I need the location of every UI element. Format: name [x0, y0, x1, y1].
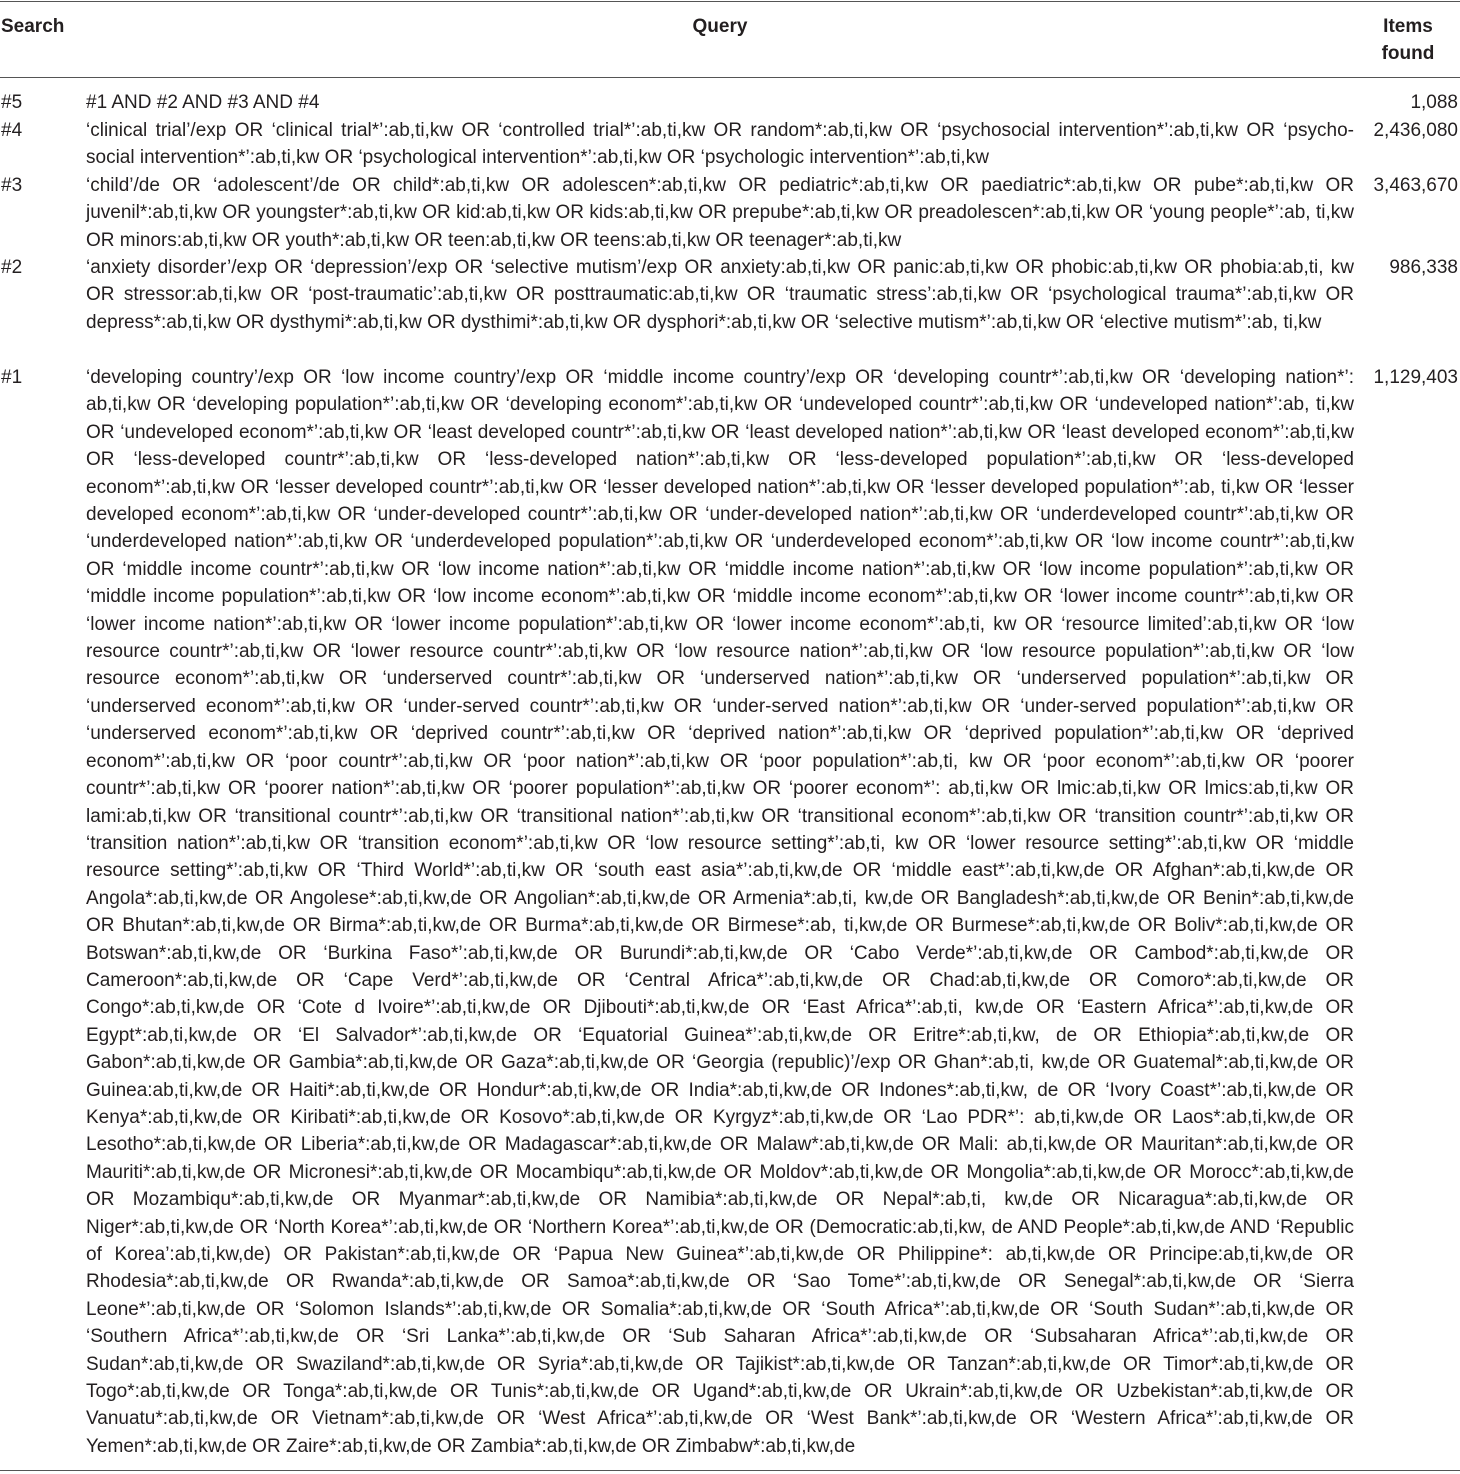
table-bottom-rule [0, 1470, 1460, 1471]
header-items-found: Items found [1381, 16, 1435, 64]
row-items-found: 986,338 [1389, 257, 1458, 278]
row-search-id: #3 [1, 175, 23, 196]
row-query: #1 AND #2 AND #3 AND #4 [86, 92, 320, 113]
row-query: ‘clinical trial’/exp OR ‘clinical trial*’:ab,ti,kw OR ‘controlled trial*’:ab,ti,kw OR random*:ab,ti,kw OR ‘psychosocial intervention*’:ab,ti,kw OR ‘psycho-social intervention*’:ab,ti,kw OR ‘psychological intervention*’:ab,ti,kw OR ‘psychologic intervention*’:ab,ti,kw [86, 120, 1354, 169]
row-search-id: #4 [1, 120, 23, 141]
row-items-found: 2,436,080 [1373, 120, 1458, 141]
row-search-id: #1 [1, 367, 23, 388]
row-query: ‘anxiety disorder’/exp OR ‘depression’/exp OR ‘selective mutism’/exp OR anxiety:ab,ti,kw OR panic:ab,ti,kw OR phobic:ab,ti,kw OR phobia:ab,ti, kw OR stressor:ab,ti,kw OR ‘post-traumatic’:ab,ti,kw OR posttraumatic:ab,ti,kw OR ‘traumatic stress’:ab,ti,kw OR ‘psychological trauma*’:ab,ti,kw OR depress*:ab,ti,kw OR dysthymi*:ab,ti,kw OR dysthimi*:ab,ti,kw OR dysphori*:ab,ti,kw OR ‘selective mutism*’:ab,ti,kw OR ‘elective mutism*’:ab, ti,kw [86, 257, 1354, 333]
row-items-found: 1,088 [1410, 92, 1458, 113]
header-query: Query [692, 16, 748, 37]
row-query: ‘developing country’/exp OR ‘low income country’/exp OR ‘middle income country’/exp OR ‘developing countr*’:ab,ti,kw OR ‘developing nation*’: ab,ti,kw OR ‘developing population*’:ab,ti,kw OR ‘developing econom*’:ab,ti,kw OR ‘undeveloped countr*’:ab,ti,kw OR ‘undeveloped nation*’:ab, ti,kw OR ‘undeveloped econom*’:ab,ti,kw OR ‘least developed countr*’:ab,ti,kw OR ‘least developed nation*’:ab,ti,kw OR ‘least developed econom*’:ab,ti,kw OR ‘less-developed countr*’:ab,ti,kw OR ‘less-developed nation*’:ab,ti,kw OR ‘less-developed population*’:ab,ti,kw OR ‘less-developed econom*’:ab,ti,kw OR ‘lesser developed countr*’:ab,ti,kw OR ‘lesser developed nation*’:ab,ti,kw OR ‘lesser developed population*’:ab, ti,kw OR ‘lesser developed econom*’:ab,ti,kw OR ‘under-developed countr*’:ab,ti,kw OR ‘under-developed nation*’:ab,ti,kw OR ‘underdeveloped countr*’:ab,ti,kw OR ‘underdeveloped nation*’:ab,ti,kw OR ‘underdeveloped population*’:ab,ti,kw OR ‘underdeveloped econom*’:ab,ti,kw OR ‘low income countr*’:ab,ti,kw OR ‘middle income countr*’:ab,ti,kw OR ‘low income nation*’:ab,ti,kw OR ‘middle income nation*’:ab,ti,kw OR ‘low income population*’:ab,ti,kw OR ‘middle income population*’:ab,ti,kw OR ‘low income econom*’:ab,ti,kw OR ‘middle income econom*’:ab,ti,kw OR ‘lower income countr*’:ab,ti,kw OR ‘lower income nation*’:ab,ti,kw OR ‘lower income population*’:ab,ti,kw OR ‘lower income econom*’:ab,ti, kw OR ‘resource limited’:ab,ti,kw OR ‘low resource countr*’:ab,ti,kw OR ‘lower resource countr*’:ab,ti,kw OR ‘low resource nation*’:ab,ti,kw OR ‘low resource population*’:ab,ti,kw OR ‘low resource econom*’:ab,ti,kw OR ‘underserved countr*’:ab,ti,kw OR ‘underserved nation*’:ab,ti,kw OR ‘underserved population*’:ab,ti,kw OR ‘underserved econom*’:ab,ti,kw OR ‘under-served countr*’:ab,ti,kw OR ‘under-served nation*’:ab,ti,kw OR ‘under-served population*’:ab,ti,kw OR ‘underserved econom*’:ab,ti,kw OR ‘deprived countr*’:ab,ti,kw OR ‘deprived nation*’:ab,ti,kw OR ‘deprived population*’:ab,ti,kw OR ‘deprived econom*’:ab,ti,kw OR ‘poor countr*’:ab,ti,kw OR ‘poor nation*’:ab,ti,kw OR ‘poor population*’:ab,ti, kw OR ‘poor econom*’:ab,ti,kw OR ‘poorer countr*’:ab,ti,kw OR ‘poorer nation*’:ab,ti,kw OR ‘poorer population*’:ab,ti,kw OR ‘poorer econom*’: ab,ti,kw OR lmic:ab,ti,kw OR lmics:ab,ti,kw OR lami:ab,ti,kw OR ‘transitional countr*’:ab,ti,kw OR ‘transitional nation*’:ab,ti,kw OR ‘transitional econom*’:ab,ti,kw OR ‘transition countr*’:ab,ti,kw OR ‘transition nation*’:ab,ti,kw OR ‘transition econom*’:ab,ti,kw OR ‘low resource setting*’:ab,ti, kw OR ‘lower resource setting*’:ab,ti,kw OR ‘middle resource setting*’:ab,ti,kw OR ‘Third World*’:ab,ti,kw OR ‘south east asia*’:ab,ti,kw,de OR ‘middle east*’:ab,ti,kw,de OR Afghan*:ab,ti,kw,de OR Angola*:ab,ti,kw,de OR Angolese*:ab,ti,kw,de OR Angolian*:ab,ti,kw,de OR Armenia*:ab,ti, kw,de OR Bangladesh*:ab,ti,kw,de OR Benin*:ab,ti,kw,de OR Bhutan*:ab,ti,kw,de OR Birma*:ab,ti,kw,de OR Burma*:ab,ti,kw,de OR Birmese*:ab, ti,kw,de OR Burmese*:ab,ti,kw,de OR Boliv*:ab,ti,kw,de OR Botswan*:ab,ti,kw,de OR ‘Burkina Faso*’:ab,ti,kw,de OR Burundi*:ab,ti,kw,de OR ‘Cabo Verde*’:ab,ti,kw,de OR Cambod*:ab,ti,kw,de OR Cameroon*:ab,ti,kw,de OR ‘Cape Verd*’:ab,ti,kw,de OR ‘Central Africa*’:ab,ti,kw,de OR Chad:ab,ti,kw,de OR Comoro*:ab,ti,kw,de OR Congo*:ab,ti,kw,de OR ‘Cote d Ivoire*’:ab,ti,kw,de OR Djibouti*:ab,ti,kw,de OR ‘East Africa*’:ab,ti, kw,de OR ‘Eastern Africa*’:ab,ti,kw,de OR Egypt*:ab,ti,kw,de OR ‘El Salvador*’:ab,ti,kw,de OR ‘Equatorial Guinea*’:ab,ti,kw,de OR Eritre*:ab,ti,kw, de OR Ethiopia*:ab,ti,kw,de OR Gabon*:ab,ti,kw,de OR Gambia*:ab,ti,kw,de OR Gaza*:ab,ti,kw,de OR ‘Georgia (republic)’/exp OR Ghan*:ab,ti, kw,de OR Guatemal*:ab,ti,kw,de OR Guinea:ab,ti,kw,de OR Haiti*:ab,ti,kw,de OR Hondur*:ab,ti,kw,de OR India*:ab,ti,kw,de OR Indones*:ab,ti,kw, de OR ‘Ivory Coast*’:ab,ti,kw,de OR Kenya*:ab,ti,kw,de OR Kiribati*:ab,ti,kw,de OR Kosovo*:ab,ti,kw,de OR Kyrgyz*:ab,ti,kw,de OR ‘Lao PDR*’: ab,ti,kw,de OR Laos*:ab,ti,kw,de OR Lesotho*:ab,ti,kw,de OR Liberia*:ab,ti,kw,de OR Madagascar*:ab,ti,kw,de OR Malaw*:ab,ti,kw,de OR Mali: ab,ti,kw,de OR Mauritan*:ab,ti,kw,de OR Mauriti*:ab,ti,kw,de OR Micronesi*:ab,ti,kw,de OR Mocambiqu*:ab,ti,kw,de OR Moldov*:ab,ti,kw,de OR Mongolia*:ab,ti,kw,de OR Morocc*:ab,ti,kw,de OR Mozambiqu*:ab,ti,kw,de OR Myanmar*:ab,ti,kw,de OR Namibia*:ab,ti,kw,de OR Nepal*:ab,ti, kw,de OR Nicaragua*:ab,ti,kw,de OR Niger*:ab,ti,kw,de OR ‘North Korea*’:ab,ti,kw,de OR ‘Northern Korea*’:ab,ti,kw,de OR (Democratic:ab,ti,kw, de AND People*:ab,ti,kw,de AND ‘Republic of Korea’:ab,ti,kw,de) OR Pakistan*:ab,ti,kw,de OR ‘Papua New Guinea*’:ab,ti,kw,de OR Philippine*: ab,ti,kw,de OR Principe:ab,ti,kw,de OR Rhodesia*:ab,ti,kw,de OR Rwanda*:ab,ti,kw,de OR Samoa*:ab,ti,kw,de OR ‘Sao Tome*’:ab,ti,kw,de OR Senegal*:ab,ti,kw,de OR ‘Sierra Leone*’:ab,ti,kw,de OR ‘Solomon Islands*’:ab,ti,kw,de OR Somalia*:ab,ti,kw,de OR ‘South Africa*’:ab,ti,kw,de OR ‘South Sudan*’:ab,ti,kw,de OR ‘Southern Africa*’:ab,ti,kw,de OR ‘Sri Lanka*’:ab,ti,kw,de OR ‘Sub Saharan Africa*’:ab,ti,kw,de OR ‘Subsaharan Africa*’:ab,ti,kw,de OR Sudan*:ab,ti,kw,de OR Swaziland*:ab,ti,kw,de OR Syria*:ab,ti,kw,de OR Tajikist*:ab,ti,kw,de OR Tanzan*:ab,ti,kw,de OR Timor*:ab,ti,kw,de OR Togo*:ab,ti,kw,de OR Tonga*:ab,ti,kw,de OR Tunis*:ab,ti,kw,de OR Ugand*:ab,ti,kw,de OR Ukrain*:ab,ti,kw,de OR Uzbekistan*:ab,ti,kw,de OR Vanuatu*:ab,ti,kw,de OR Vietnam*:ab,ti,kw,de OR ‘West Africa*’:ab,ti,kw,de OR ‘West Bank*’:ab,ti,kw,de OR ‘Western Africa*’:ab,ti,kw,de OR Yemen*:ab,ti,kw,de OR Zaire*:ab,ti,kw,de OR Zambia*:ab,ti,kw,de OR Zimbabw*:ab,ti,kw,de [86, 367, 1354, 1457]
row-items-found: 3,463,670 [1373, 175, 1458, 196]
header-search: Search [1, 16, 65, 37]
row-items-found: 1,129,403 [1373, 367, 1458, 388]
table-header-rule [0, 77, 1460, 78]
row-search-id: #5 [1, 92, 23, 113]
row-query: ‘child’/de OR ‘adolescent’/de OR child*:ab,ti,kw OR adolescen*:ab,ti,kw OR pediatric*:ab,ti,kw OR paediatric*:ab,ti,kw OR pube*:ab,ti,kw OR juvenil*:ab,ti,kw OR youngster*:ab,ti,kw OR kid:ab,ti,kw OR kids:ab,ti,kw OR prepube*:ab,ti,kw OR preadolescen*:ab,ti,kw OR ‘young people*’:ab, ti,kw OR minors:ab,ti,kw OR youth*:ab,ti,kw OR teen:ab,ti,kw OR teens:ab,ti,kw OR teenager*:ab,ti,kw [86, 175, 1354, 251]
table-top-rule [0, 1, 1460, 2]
row-search-id: #2 [1, 257, 23, 278]
